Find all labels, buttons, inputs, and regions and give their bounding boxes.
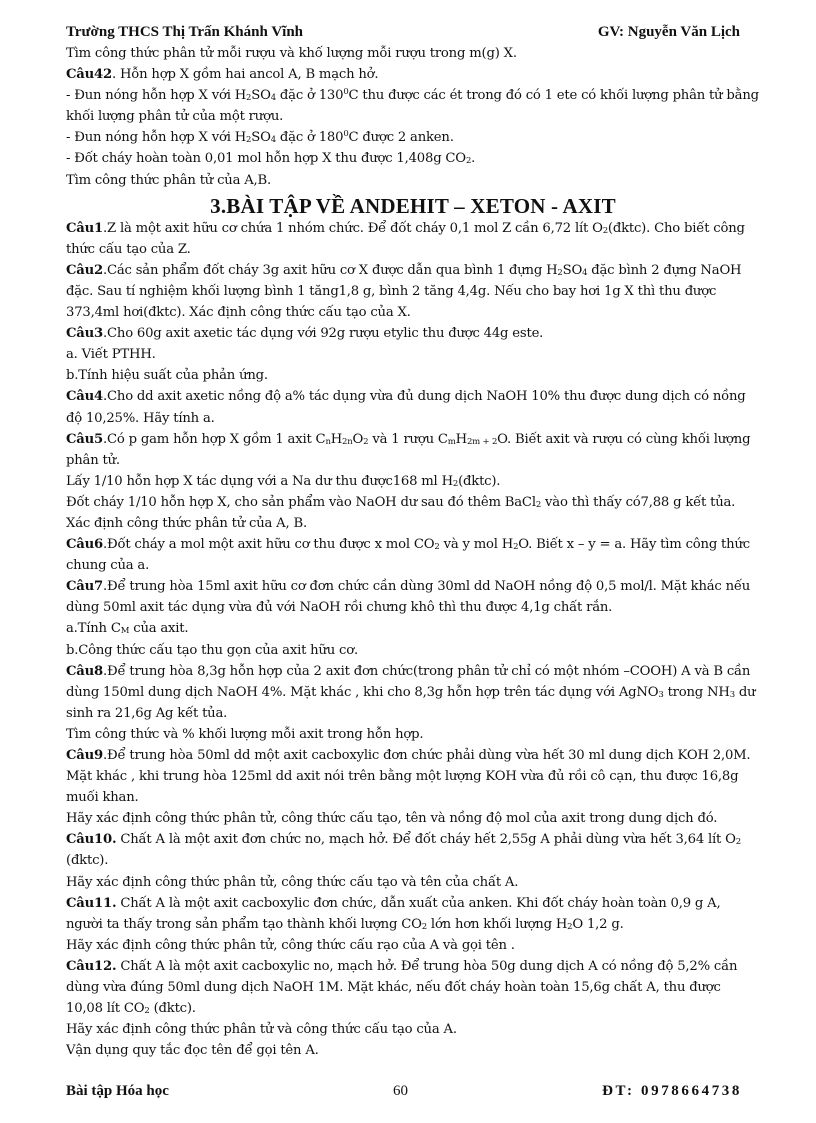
question-label: Câu2 [66,262,104,278]
question-4: Câu4.Cho dd axit axetic nồng độ a% tác dụng vừa đủ dung dịch NaOH 10% thu được dung dịch có nồng độ 10,25%. Hãy tính a. [66,389,746,426]
question-label: Câu3 [66,326,104,342]
page-header [66,24,740,44]
text-line: Tìm công thức phân tử mỗi rượu và khố lượng mỗi rượu trong m(g) X. [66,46,517,61]
footer-title: Bài tập Hóa học [66,1083,169,1099]
text-line: Tìm công thức và % khối lượng mỗi axit trong hỗn hợp. [66,726,424,742]
question-label: Câu8 [66,663,104,679]
question-label: Câu4 [66,389,104,405]
text-line: Hãy xác định công thức phân tử, công thức cấu tạo, tên và nồng độ mol của axit trong dung dịch đó. [66,811,718,827]
question-9: Câu9.Để trung hòa 50ml dd một axit cacboxylic đơn chức phải dùng vừa hết 30 ml dung dịch KOH 2,0M. Mặt khác , khi trung hòa 125ml dd axit nói trên bằng một lượng KOH vừa đủ rồi cô cạn, thu được 16,8g muối khan. [66,748,751,806]
footer-phone: ĐT: 0978664738 [602,1083,742,1099]
school-name: Trường THCS Thị Trấn Khánh Vĩnh [66,24,303,40]
question-6: Câu6.Đốt cháy a mol một axit hữu cơ thu được x mol $CO_2$ và y mol $H_2O$. Biết x – y = a. Hãy tìm công thức chung của a. [66,537,750,574]
question-label: Câu5 [66,431,104,447]
text-line: - Đốt cháy hoàn toàn 0,01 mol hỗn hợp X thu được 1,408g $CO_2$. [66,151,476,167]
page-footer [66,1083,750,1103]
text-line: a. Viết PTHH. [66,347,156,363]
text-line: Hãy xác định công thức phân tử, công thức cấu rạo của A và gọi tên . [66,937,515,953]
text-line: Xác định công thức phân tử của A, B. [66,515,307,531]
question-label: Câu42 [66,67,112,83]
question-label: Câu12. [66,958,117,974]
text-line: a.Tính $C_M$ của axit. [66,621,189,637]
question-7: Câu7.Để trung hòa 15ml axit hữu cơ đơn chức cần dùng 30ml dd NaOH nồng độ 0,5 mol/l. Mặt khác nếu dùng 50ml axit tác dụng vừa đủ với NaOH rồi chưng khô thì thu được 4,1g chất rắn. [66,579,751,616]
question-label: Câu6 [66,537,104,553]
text-line: Đốt cháy 1/10 hỗn hợp X, cho sản phẩm vào NaOH dư sau đó thêm BaCl$_2$ vào thì thấy có7,88 g kết tủa. [66,494,736,510]
text-line: Lấy 1/10 hỗn hợp X tác dụng với a Na dư thu được168 ml $H_2(đktc)$. [66,473,501,489]
question-label: Câu1 [66,220,104,236]
question-11: Câu11. Chất A là một axit cacboxylic đơn chức, dẫn xuất của anken. Khi đốt cháy hoàn toàn 0,9 g A, người ta thấy trong sản phẩm tạo thành khối lượng $CO_2$ lớn hơn khối lượng $H_2O$ 1,2 g. [66,895,721,932]
question-10: Câu10. Chất A là một axit đơn chức no, mạch hở. Để đốt cháy hết 2,55g A phải dùng vừa hết 3,64 lít $O_2$ (đktc). [66,832,741,869]
text-line: b.Tính hiệu suất của phản ứng. [66,368,268,384]
text-line: Hãy xác định công thức phân tử, công thức cấu tạo và tên của chất A. [66,874,519,890]
question-12: Câu12. Chất A là một axit cacboxylic no, mạch hở. Để trung hòa 50g dung dịch A có nồng độ 5,2% cần dùng vừa đúng 50ml dung dịch NaOH 1M. Mặt khác, nếu đốt cháy hoàn toàn 15,6g chất A, thu được 10,08 lít $CO_2$ (đktc). [66,958,738,1017]
question-8: Câu8.Để trung hòa 8,3g hỗn hợp của 2 axit đơn chức(trong phân tử chỉ có một nhóm –COOH) A và B cần dùng 150ml dung dịch NaOH 4%. Mặt khác , khi cho 8,3g hỗn hợp trên tác dụng với AgNO$_3$ trong $NH_3$ dư sinh ra 21,6g Ag kết tủa. [66,663,756,721]
document-body [66,43,760,1061]
question-label: Câu11. [66,895,117,911]
question-label: Câu10. [66,832,117,848]
text-line: - Đun nóng hỗn hợp X với $H_2SO_4$ đặc ở $130^0C$ thu được các ét trong đó có 1 ete có khối lượng phân tử bằng khối lượng phân tử của một rượu. [66,87,759,125]
page-number: 60 [393,1083,408,1099]
question-5: Câu5.Có p gam hỗn hợp X gồm 1 axit $C_nH_{2n}O_2$ và 1 rượu $C_mH_{2m + 2}O$. Biết axit và rượu có cùng khối lượng phân tử. [66,431,751,468]
teacher-name: GV: Nguyễn Văn Lịch [597,24,740,40]
question-3: Câu3.Cho 60g axit axetic tác dụng với 92g rượu etylic thu được 44g este. [66,326,544,342]
text-line: Tìm công thức phân tử của A,B. [66,172,272,188]
question-2: Câu2.Các sản phẩm đốt cháy 3g axit hữu cơ X được dẫn qua bình 1 đựng $H_2SO_4$ đặc bình 2 đựng NaOH đặc. Sau tí nghiệm khối lượng bình 1 tăng1,8 g, bình 2 tăng 4,4g. Nếu cho bay hơi 1g X thì thu được 373,4ml hơi(đktc). Xác định công thức cấu tạo của X. [66,262,742,321]
section-title: 3.BÀI TẬP VỀ ANDEHIT – XETON - AXIT [210,193,616,218]
text-line: Hãy xác định công thức phân tử và công thức cấu tạo của A. [66,1022,457,1038]
question-42: Câu42. Hỗn hợp X gồm hai ancol A, B mạch hở. [66,67,379,83]
text-line: - Đun nóng hỗn hợp X với $H_2SO_4$ đặc ở $180^0C$ được 2 anken. [66,129,454,146]
question-label: Câu9 [66,748,104,763]
question-1: Câu1.Z là một axit hữu cơ chứa 1 nhóm chức. Để đốt cháy 0,1 mol Z cần 6,72 lít $O_2(đktc)$. Cho biết công thức cấu tạo của Z. [66,220,745,257]
text-line: Vận dụng quy tắc đọc tên để gọi tên A. [66,1043,319,1059]
text-line: b.Công thức cấu tạo thu gọn của axit hữu cơ. [66,642,358,658]
question-label: Câu7 [66,579,104,595]
